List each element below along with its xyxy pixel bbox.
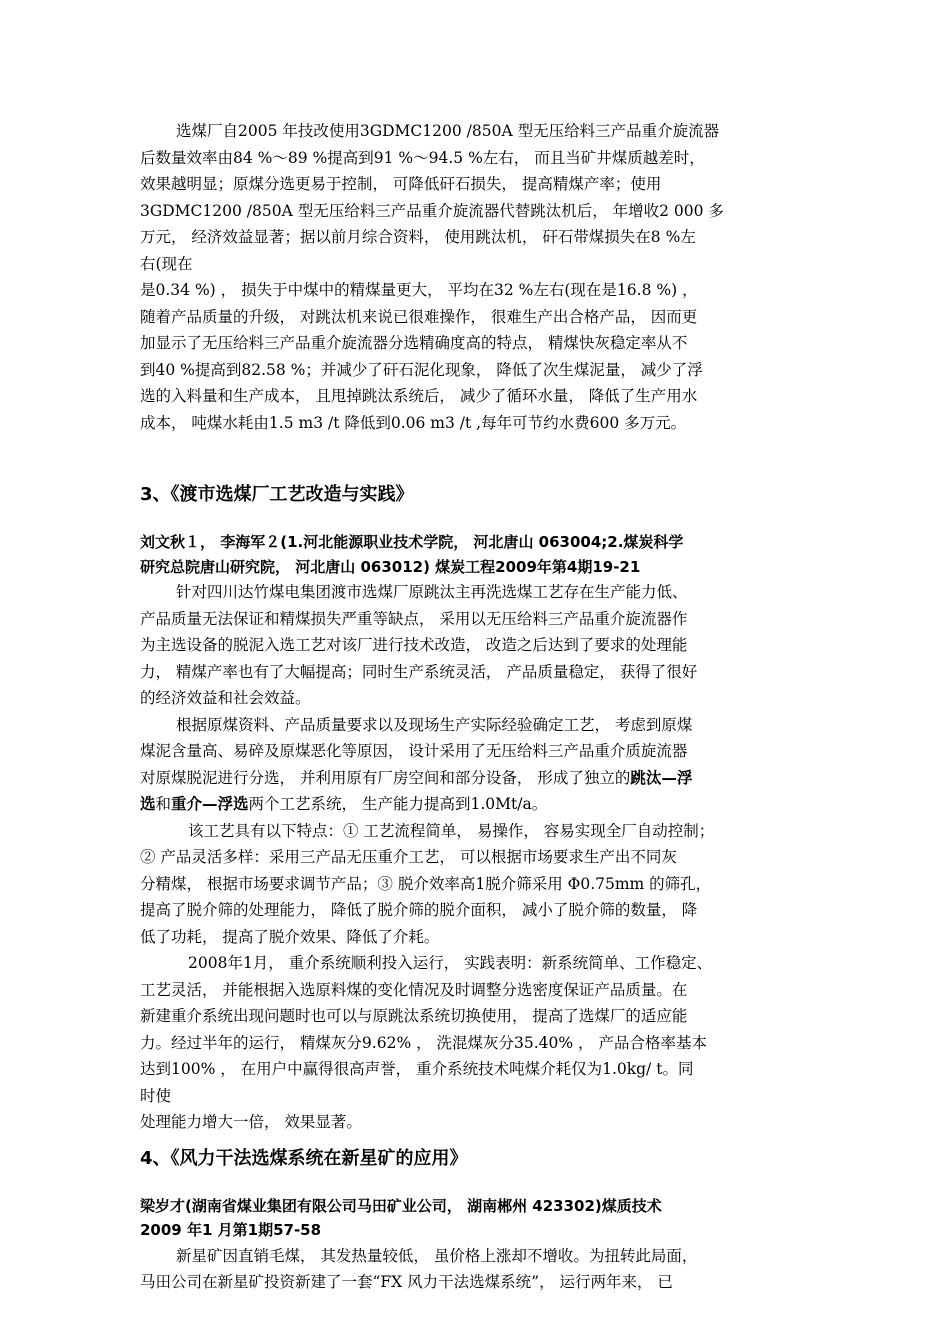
text-line: ② 产品灵活多样：采用三产品无压重介工艺， 可以根据市场要求生产出不同灰 [140, 848, 677, 866]
text-line: 为主选设备的脱泥入选工艺对该厂进行技术改造， 改造之后达到了要求的处理能 [140, 636, 688, 654]
text-line: 万元， 经济效益显著；据以前月综合资料， 使用跳汰机， 矸石带煤损失在8 %左 [140, 228, 696, 246]
author-line: 2009 年1 月第1期57-58 [140, 1221, 322, 1239]
text-line: 该工艺具有以下特点：① 工艺流程简单， 易操作， 容易实现全厂自动控制； [188, 821, 715, 840]
text-line: 时使 [140, 1086, 172, 1105]
text-run: 和 [155, 795, 172, 813]
bold-term: 跳汰—浮 [630, 768, 693, 787]
text-line: 选的入料量和生产成本， 且甩掉跳汰系统后， 减少了循环水量， 降低了生产用水 [140, 387, 698, 405]
section-4-paragraph-1 [140, 1243, 820, 1296]
text-line: 选煤厂自2005 年技改使用3GDMC1200 /850A 型无压给料三产品重介旋流器 [176, 122, 720, 140]
text-line: 根据原煤资料、产品质量要求以及现场生产实际经验确定工艺， 考虑到原煤 [176, 715, 693, 734]
text-line: 2008年1月， 重介系统顺利投入运行， 实践表明：新系统简单、工作稳定、 [188, 954, 713, 972]
text-line: 工艺灵活， 并能根据入选原料煤的变化情况及时调整分选密度保证产品质量。在 [140, 980, 688, 999]
text-line: 处理能力增大一倍， 效果显著。 [140, 1113, 362, 1131]
text-run: 两个工艺系统， 生产能力提高到1.0Mt/a。 [248, 795, 548, 813]
section-4-heading: 4、《风力干法选煤系统在新星矿的应用》 [140, 1147, 468, 1169]
text-line: 分精煤， 根据市场要求调节产品；③ 脱介效率高1脱介筛采用 Φ0.75mm 的筛孔， [140, 874, 712, 893]
text-line: 力， 精煤产率也有了大幅提高；同时生产系统灵活， 产品质量稳定， 获得了很好 [140, 662, 698, 681]
text-line: 马田公司在新星矿投资新建了一套“FX 风力干法选煤系统”， 运行两年来， 已 [140, 1273, 673, 1291]
text-line: 的经济效益和社会效益。 [140, 689, 311, 707]
section-3-paragraph-3 [140, 818, 820, 951]
section-3-paragraph-4 [140, 950, 820, 1136]
document-page [140, 118, 820, 1296]
text-line: 加显示了无压给料三产品重介旋流器分选精确度高的特点， 精煤快灰稳定率从不 [140, 334, 688, 352]
text-line: 力。经过半年的运行， 精煤灰分9.62% ， 洗混煤灰分35.40% ， 产品合格率基本 [140, 1033, 707, 1052]
section-3-paragraph-1 [140, 579, 820, 712]
text-line: 成本， 吨煤水耗由1.5 m3 /t 降低到0.06 m3 /t ,每年可节约水费600 多万元。 [140, 413, 687, 432]
bold-term: 重介—浮选 [171, 795, 249, 813]
text-line: 产品质量无法保证和精煤损失严重等缺点， 采用以无压给料三产品重介旋流器作 [140, 609, 688, 628]
bold-term: 选 [140, 795, 156, 813]
text-line: 达到100% ， 在用户中赢得很高声誉， 重介系统技术吨煤介耗仅为1.0kg/ t。同 [140, 1060, 694, 1078]
text-line: 是0.34 %) ， 损失于中煤中的精煤量更大， 平均在32 %左右(现在是16.8 %) ， [140, 281, 698, 299]
text-line: 新星矿因直销毛煤， 其发热量较低， 虽价格上涨却不增收。为扭转此局面， [176, 1246, 698, 1265]
text-line: 到40 %提高到82.58 %；并减少了矸石泥化现象， 降低了次生煤泥量， 减少了浮 [140, 360, 703, 379]
text-line: 效果越明显；原煤分选更易于控制， 可降低矸石损失， 提高精煤产率；使用 [140, 175, 662, 193]
text-line: 煤泥含量高、易碎及原煤恶化等原因， 设计采用了无压给料三产品重介质旋流器 [140, 742, 688, 760]
text-line: 3GDMC1200 /850A 型无压给料三产品重介旋流器代替跳汰机后， 年增收2 000 多 [140, 201, 724, 220]
text-line: 后数量效率由84 %～89 %提高到91 %～94.5 %左右， 而且当矿井煤质越差时， [140, 148, 705, 167]
section-3-heading: 3、《渡市选煤厂工艺改造与实践》 [140, 484, 414, 505]
text-line [140, 765, 820, 792]
author-line: 刘文秋１， 李海军２(1.河北能源职业技术学院， 河北唐山 063004;2.煤炭科学 [140, 533, 684, 551]
text-line: 右(现在 [140, 254, 193, 273]
text-line: 新建重介系统出现问题时也可以与原跳汰系统切换使用， 提高了选煤厂的适应能 [140, 1007, 688, 1025]
text-line [140, 791, 820, 818]
intro-paragraph [140, 118, 820, 436]
text-line: 随着产品质量的升级， 对跳汰机来说已很难操作， 很难生产出合格产品， 因而更 [140, 307, 698, 326]
section-3-authors [140, 530, 820, 579]
author-line: 梁岁才(湖南省煤业集团有限公司马田矿业公司， 湖南郴州 423302)煤质技术 [140, 1196, 662, 1215]
section-4-authors [140, 1194, 820, 1243]
author-line: 研究总院唐山研究院， 河北唐山 063012) 煤炭工程2009年第4期19-21 [140, 557, 641, 576]
text-run: 对原煤脱泥进行分选， 并利用原有厂房空间和部分设备， 形成了独立的 [140, 768, 631, 787]
text-line: 提高了脱介筛的处理能力， 降低了脱介筛的脱介面积， 减小了脱介筛的数量， 降 [140, 901, 698, 919]
section-3-paragraph-2 [140, 712, 820, 818]
text-line: 低了功耗， 提高了脱介效果、降低了介耗。 [140, 927, 440, 946]
text-line: 针对四川达竹煤电集团渡市选煤厂原跳汰主再洗选煤工艺存在生产能力低、 [176, 583, 688, 601]
